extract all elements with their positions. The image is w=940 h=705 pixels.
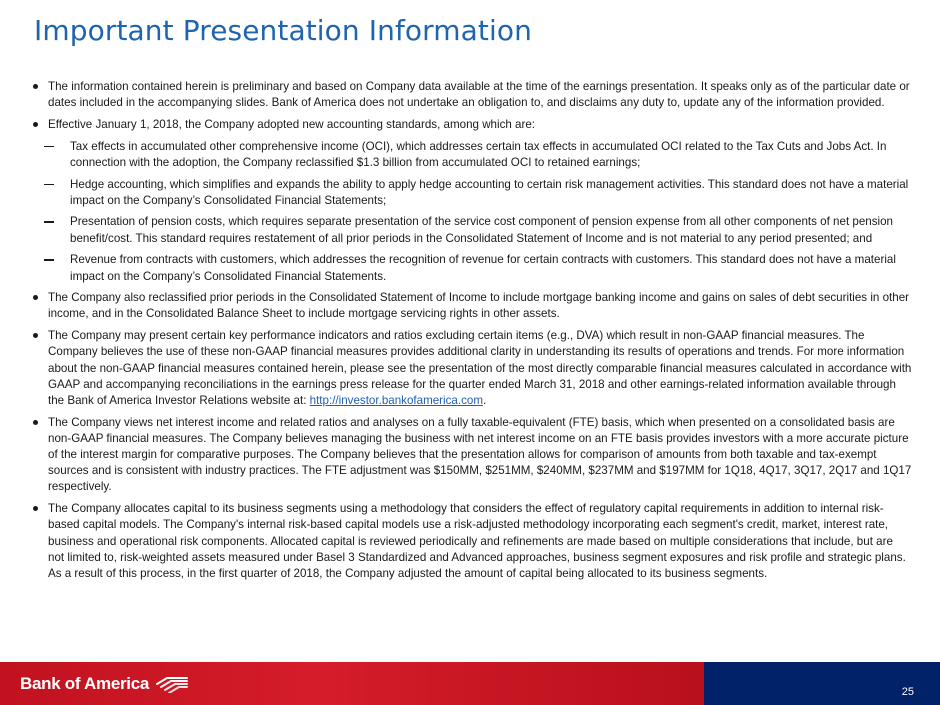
disclosure-text-end: . — [483, 393, 487, 407]
disclosure-subtext: Revenue from contracts with customers, which addresses the recognition of revenue for certain contracts with customers. This standard does not have a material impact on the Company’s Consolidated Financial Statements. — [70, 253, 896, 283]
logo-text: Bank of America — [20, 674, 150, 693]
list-item — [32, 79, 912, 111]
disclosure-subtext: Presentation of pension costs, which requires separate presentation of the service cost component of pension expense from all other components of net pension benefit/cost. This standard requires restatement of all prior periods in the Consolidated Statement of Income and is not material to any period presented; and — [70, 215, 893, 245]
disclosure-subtext: Hedge accounting, which simplifies and expands the ability to apply hedge accounting to certain risk management activities. This standard does not have a material impact on the Company’s Consolidated Financial Statements; — [70, 177, 909, 207]
bullet-icon — [33, 84, 38, 89]
sub-list-item — [32, 139, 912, 171]
footer-bar — [0, 662, 940, 705]
dash-icon — [44, 184, 54, 185]
dash-icon — [44, 146, 54, 147]
investor-relations-link[interactable]: http://investor.bankofamerica.com — [309, 393, 483, 407]
bullet-icon — [33, 295, 38, 300]
bank-of-america-flag-icon — [155, 675, 189, 693]
dash-icon — [44, 221, 54, 222]
disclosure-text: Effective January 1, 2018, the Company adopted new accounting standards, among which are: — [48, 117, 536, 131]
bullet-icon — [33, 122, 38, 127]
sub-list-item — [32, 252, 912, 284]
list-item — [32, 290, 912, 322]
disclosure-list — [32, 79, 912, 588]
disclosure-text: The Company allocates capital to its business segments using a methodology that considers the effect of regulatory capital requirements in addition to internal risk-based capital models. The Company's internal risk-based capital models use a risk-adjusted methodology incorporating each segment's credit, market, interest rate, business and operational risk components. Allocated capital is reviewed periodically and refinements are made based on multiple considerations that include, but are not limited to, risk-weighted assets measured under Basel 3 Standardized and Advanced approaches, business segment exposures and risk profile and strategic plans. As a result of this process, in the first quarter of 2018, the Company adjusted the amount of capital being allocated to its business segments. — [48, 502, 906, 580]
disclosure-text-body: The Company may present certain key performance indicators and ratios excluding certain items (e.g., DVA) which result in non-GAAP financial measures. The Company believes the use of these non-GAAP financial measures provides additional clarity in understanding its results of operations and trends. For more information about the non-GAAP financial measures contained herein, please see the presentation of the most directly comparable financial measures calculated in accordance with GAAP and accompanying reconciliations in the earnings press release for the quarter ended March 31, 2018 and other earnings-related information available through the Bank of America Investor Relations website at: — [48, 329, 912, 407]
disclosure-subtext: Tax effects in accumulated other comprehensive income (OCI), which addresses certain tax effects in accumulated OCI related to the Tax Cuts and Jobs Act. In connection with the adoption, the Company reclassified $1.3 billion from accumulated OCI to retained earnings; — [70, 139, 887, 169]
disclosure-text — [48, 329, 911, 407]
disclosure-text: The Company views net interest income and related ratios and analyses on a fully taxable-equivalent (FTE) basis, which when presented on a consolidated basis are non-GAAP financial measures. The Company believes managing the business with net interest income on an FTE basis provides investors with a more accurate picture of the interest margin for comparative purposes. The Company believes that the presentation allows for comparison of amounts from both taxable and tax-exempt sources and is consistent with industry practices. The FTE adjustment was $150MM, $251MM, $240MM, $237MM and $197MM for 1Q18, 4Q17, 3Q17, 2Q17 and 1Q17 respectively. — [48, 415, 912, 494]
disclosure-text: The Company also reclassified prior periods in the Consolidated Statement of Income to include mortgage banking income and gains on sales of debt securities in other income, and in the Consolidated Balance Sheet to include mortgage servicing rights in other assets. — [48, 291, 910, 321]
sub-list-item — [32, 177, 912, 209]
list-item — [32, 328, 912, 409]
bank-of-america-logo — [20, 674, 189, 694]
bullet-icon — [33, 420, 38, 425]
list-item — [32, 501, 912, 582]
page-number: 25 — [901, 686, 914, 698]
list-item — [32, 117, 912, 133]
sub-list-item — [32, 214, 912, 246]
bullet-icon — [33, 506, 38, 511]
disclosure-text: The information contained herein is preliminary and based on Company data available at the time of the earnings presentation. It speaks only as of the particular date or dates included in the accompanying slides. Bank of America does not undertake an obligation to, and disclaims any duty to, update any of the information provided. — [48, 80, 910, 110]
bullet-icon — [33, 333, 38, 338]
list-item — [32, 415, 912, 496]
footer-navy-band — [704, 662, 940, 705]
dash-icon — [44, 259, 54, 260]
page-title: Important Presentation Information — [34, 14, 532, 47]
